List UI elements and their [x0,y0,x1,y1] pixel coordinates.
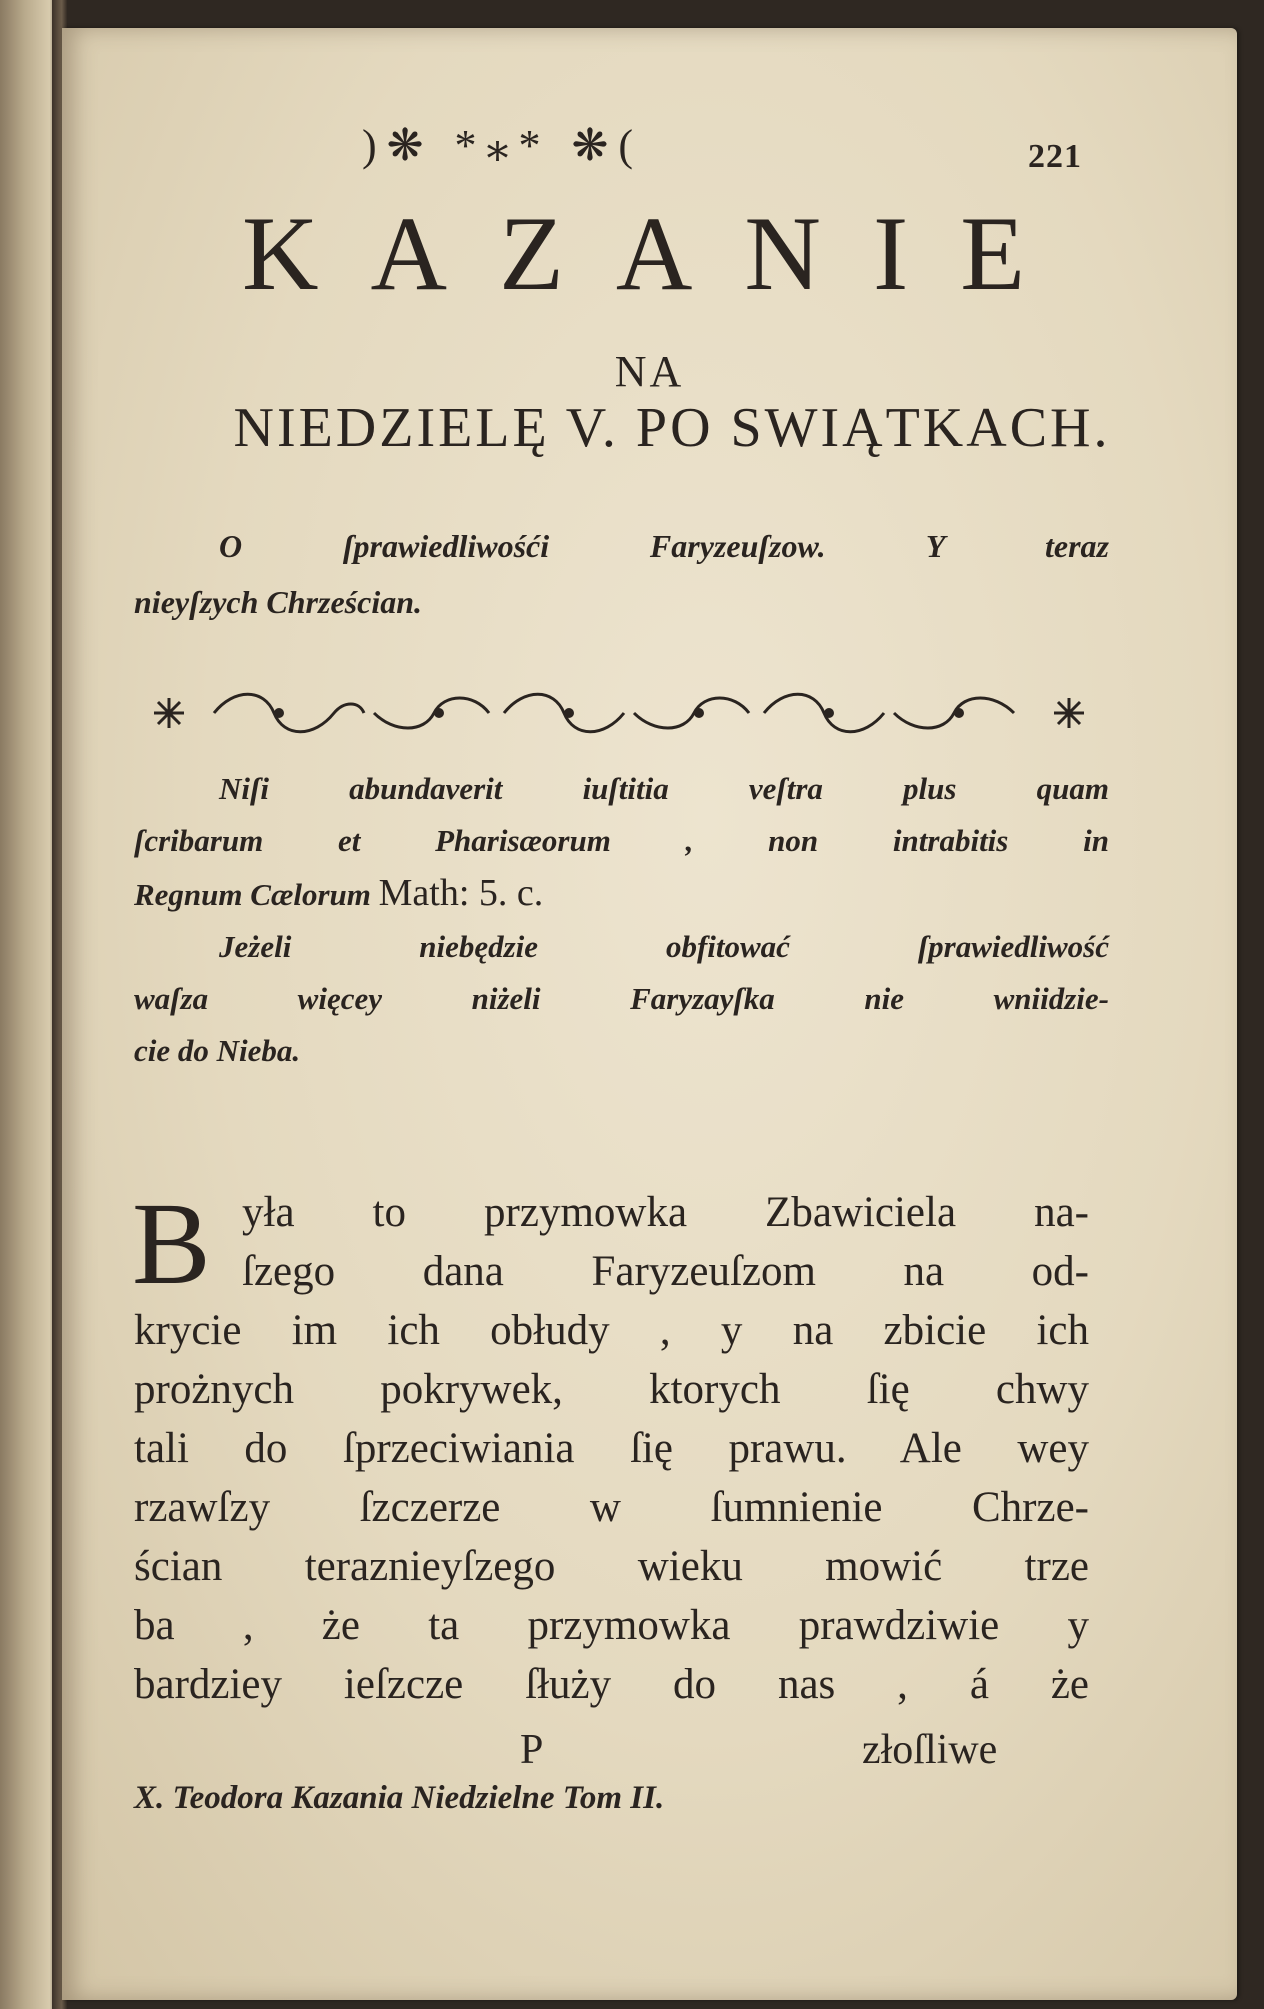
body-line: yła to przymowka Zbawiciela na- [242,1189,1089,1236]
sermon-topic [134,518,1109,630]
verse-line-last [134,867,1109,921]
book-page [62,28,1237,2000]
body-line: rzawſzy ſzczerze w ſumnienie Chrze- [134,1484,1089,1531]
scripture-verse [134,763,1109,1077]
body-line: krycie im ich obłudy , y na zbicie ich [134,1307,1089,1354]
header-ornament: )❋ *⁎* ❋( [362,121,644,170]
signature-mark: P [520,1727,544,1773]
ornamental-divider [144,683,1094,743]
occasion-heading: NIEDZIELĘ V. PO SWIĄTKACH. [233,397,1111,459]
body-line: prożnych pokrywek, ktorych ſię chwy [134,1366,1089,1413]
sermon-body [132,1178,1089,1714]
footer-title: X. Teodora Kazania Niedzielne Tom II. [134,1780,665,1816]
sermon-title: KAZANIE [242,195,1077,312]
page-number: 221 [1028,138,1082,175]
topic-line: O ſprawiedliwośći Faryzeuſzow. Y teraz [219,528,1109,564]
occasion-na: NA [614,347,685,396]
verse-translation-line: Jeżeli niebędzie obfitować ſprawiedliwość [219,929,1109,964]
running-header [362,120,1082,190]
catchword: złoſliwe [862,1727,998,1773]
topic-line: nieyſzych Chrześcian. [134,584,422,620]
body-line: ſzego dana Faryzeuſzom na od- [242,1248,1089,1295]
body-line: tali do ſprzeciwiania ſię prawu. Ale wey [134,1425,1089,1472]
verse-reference: Math: 5. c. [378,872,544,914]
verse-line: ſcribarum et Pharisæorum , non intrabitis in [134,823,1109,858]
body-line: ba , że ta przymowka prawdziwie y [134,1602,1089,1649]
drop-cap: B [132,1178,211,1309]
verse-translation-line: cie do Nieba. [134,1033,301,1068]
body-line: bardziey ieſzcze ſłuży do nas , á że [134,1661,1089,1708]
verse-translation-line: waſza więcey niżeli Faryzayſka nie wniidzie- [134,981,1109,1016]
verse-line: Niſi abundaverit iuſtitia veſtra plus quam [219,771,1109,806]
verse-text: Regnum Cælorum [134,877,371,912]
body-line: ścian teraznieyſzego wieku mowić trze [134,1543,1089,1590]
